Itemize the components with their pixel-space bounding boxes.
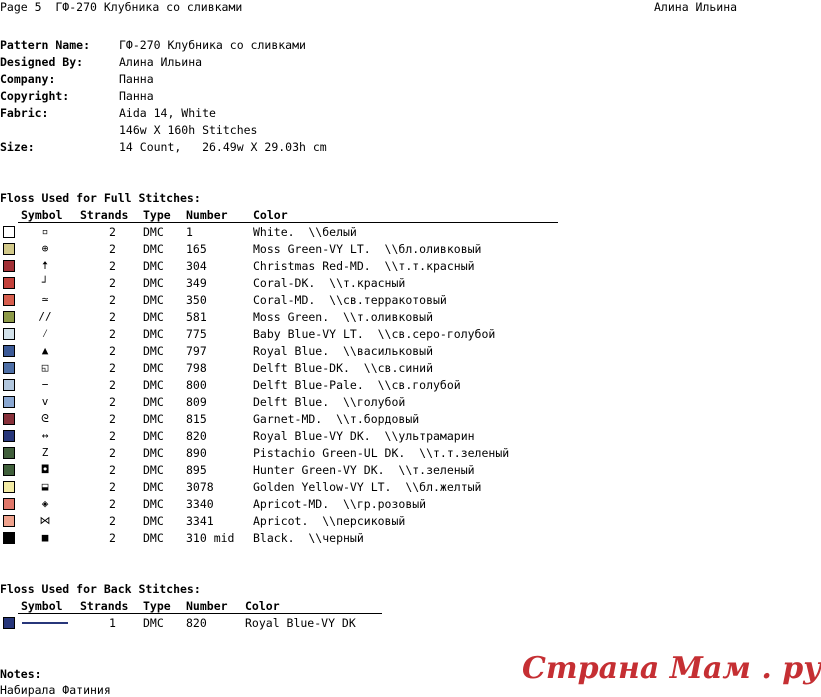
- filled-square-icon: ■: [41, 531, 49, 544]
- hook-icon: ┘: [41, 276, 49, 289]
- row-type: DMC: [143, 616, 164, 630]
- back-header-symbol: Symbol: [21, 599, 63, 613]
- double-slash-icon: //: [38, 310, 52, 323]
- row-color: Royal Blue-VY DK. \\ультрамарин: [253, 429, 475, 443]
- row-number: 581: [186, 310, 207, 324]
- line-icon: [22, 622, 68, 624]
- color-swatch: [3, 362, 15, 374]
- row-number: 895: [186, 463, 207, 477]
- back-stitches-title: Floss Used for Back Stitches:: [0, 582, 201, 596]
- row-strands: 1: [109, 616, 116, 630]
- row-number: 304: [186, 259, 207, 273]
- row-strands: 2: [109, 412, 116, 426]
- color-swatch: [3, 515, 15, 527]
- row-color: Apricot-MD. \\гр.розовый: [253, 497, 427, 511]
- row-number: 349: [186, 276, 207, 290]
- back-header-type: Type: [143, 599, 171, 613]
- row-number: 350: [186, 293, 207, 307]
- page-header-author: Алина Ильина: [654, 0, 738, 14]
- row-strands: 2: [109, 276, 116, 290]
- row-type: DMC: [143, 514, 164, 528]
- row-color: Delft Blue-Pale. \\св.голубой: [253, 378, 461, 392]
- color-swatch: [3, 617, 15, 629]
- row-type: DMC: [143, 259, 164, 273]
- row-color: Baby Blue-VY LT. \\св.серо-голубой: [253, 327, 496, 341]
- row-color: Royal Blue. \\васильковый: [253, 344, 434, 358]
- back-header-number: Number: [186, 599, 228, 613]
- full-header-number: Number: [186, 208, 228, 222]
- row-color: Moss Green. \\т.оливковый: [253, 310, 434, 324]
- color-swatch: [3, 532, 15, 544]
- color-swatch: [3, 243, 15, 255]
- info-label: Fabric:: [0, 106, 49, 120]
- info-value: Алина Ильина: [119, 55, 203, 69]
- info-label: Pattern Name:: [0, 38, 91, 52]
- row-strands: 2: [109, 531, 116, 545]
- info-value: ГФ-270 Клубника со сливками: [119, 38, 306, 52]
- color-swatch: [3, 430, 15, 442]
- row-strands: 2: [109, 395, 116, 409]
- row-color: White. \\белый: [253, 225, 357, 239]
- dash-icon: −: [41, 378, 49, 391]
- notes-text: Набирала Фатиния: [0, 683, 111, 697]
- row-type: DMC: [143, 344, 164, 358]
- color-swatch: [3, 481, 15, 493]
- row-color: Coral-MD. \\св.терракотовый: [253, 293, 447, 307]
- row-strands: 2: [109, 225, 116, 239]
- row-number: 800: [186, 378, 207, 392]
- row-type: DMC: [143, 497, 164, 511]
- square-corner-icon: ◱: [41, 361, 49, 374]
- color-swatch: [3, 260, 15, 272]
- half-square-icon: ⬓: [41, 480, 49, 493]
- row-strands: 2: [109, 378, 116, 392]
- row-strands: 2: [109, 429, 116, 443]
- info-value: 14 Count, 26.49w X 29.03h cm: [119, 140, 327, 154]
- notes-label: Notes:: [0, 667, 42, 681]
- info-label: Size:: [0, 140, 35, 154]
- row-type: DMC: [143, 361, 164, 375]
- row-number: 798: [186, 361, 207, 375]
- circled-plus-icon: ⊕: [41, 242, 49, 255]
- row-strands: 2: [109, 310, 116, 324]
- row-number: 3078: [186, 480, 214, 494]
- row-number: 797: [186, 344, 207, 358]
- row-type: DMC: [143, 480, 164, 494]
- row-color: Coral-DK. \\т.красный: [253, 276, 406, 290]
- info-label: Copyright:: [0, 89, 70, 103]
- color-swatch: [3, 277, 15, 289]
- row-color: Christmas Red-MD. \\т.т.красный: [253, 259, 475, 273]
- row-number: 815: [186, 412, 207, 426]
- row-type: DMC: [143, 412, 164, 426]
- v-mark-icon: v: [41, 395, 49, 408]
- row-number: 3341: [186, 514, 214, 528]
- square-dot-icon: ◘: [41, 463, 49, 476]
- back-header-color: Color: [245, 599, 280, 613]
- color-swatch: [3, 294, 15, 306]
- full-header-type: Type: [143, 208, 171, 222]
- row-color: Garnet-MD. \\т.бордовый: [253, 412, 420, 426]
- z-mark-icon: Z: [41, 446, 49, 459]
- page-header-left: Page 5 ГФ-270 Клубника со сливками: [0, 0, 243, 14]
- row-color: Moss Green-VY LT. \\бл.оливковый: [253, 242, 482, 256]
- row-color: Black. \\черный: [253, 531, 364, 545]
- color-swatch: [3, 328, 15, 340]
- row-strands: 2: [109, 463, 116, 477]
- row-type: DMC: [143, 242, 164, 256]
- full-stitches-title: Floss Used for Full Stitches:: [0, 191, 201, 205]
- row-strands: 2: [109, 514, 116, 528]
- row-strands: 2: [109, 446, 116, 460]
- color-swatch: [3, 226, 15, 238]
- row-number: 820: [186, 429, 207, 443]
- color-swatch: [3, 498, 15, 510]
- row-type: DMC: [143, 429, 164, 443]
- double-arrow-icon: ↔: [41, 429, 49, 442]
- row-type: DMC: [143, 276, 164, 290]
- diamond-dot-icon: ◈: [41, 497, 49, 510]
- arrow-up-icon: 🠅: [41, 259, 49, 272]
- color-swatch: [3, 311, 15, 323]
- color-swatch: [3, 464, 15, 476]
- row-number: 809: [186, 395, 207, 409]
- row-strands: 2: [109, 242, 116, 256]
- row-type: DMC: [143, 310, 164, 324]
- full-header-color: Color: [253, 208, 288, 222]
- row-type: DMC: [143, 225, 164, 239]
- row-color: Hunter Green-VY DK. \\т.зеленый: [253, 463, 475, 477]
- row-number: 775: [186, 327, 207, 341]
- bowtie-icon: ⋈: [39, 514, 51, 527]
- info-value: Панна: [119, 72, 154, 86]
- full-header-symbol: Symbol: [21, 208, 63, 222]
- row-number: 890: [186, 446, 207, 460]
- row-type: DMC: [143, 293, 164, 307]
- row-strands: 2: [109, 344, 116, 358]
- row-color: Delft Blue-DK. \\св.синий: [253, 361, 434, 375]
- slash-icon: ⁄: [41, 327, 49, 340]
- row-color: Royal Blue-VY DK: [245, 616, 356, 630]
- row-number: 3340: [186, 497, 214, 511]
- row-strands: 2: [109, 480, 116, 494]
- row-number: 820: [186, 616, 207, 630]
- row-strands: 2: [109, 293, 116, 307]
- back-header-strands: Strands: [80, 599, 129, 613]
- row-number: 1: [186, 225, 193, 239]
- row-number: 310 mid: [186, 531, 235, 545]
- info-value: Aida 14, White: [119, 106, 216, 120]
- row-color: Delft Blue. \\голубой: [253, 395, 406, 409]
- row-type: DMC: [143, 327, 164, 341]
- row-type: DMC: [143, 395, 164, 409]
- small-square-icon: ▫: [41, 225, 49, 238]
- row-strands: 2: [109, 259, 116, 273]
- back-header-divider: [18, 613, 382, 614]
- row-type: DMC: [143, 378, 164, 392]
- row-strands: 2: [109, 327, 116, 341]
- info-value: Панна: [119, 89, 154, 103]
- triangle-up-icon: ▲: [41, 344, 49, 357]
- color-swatch: [3, 447, 15, 459]
- row-type: DMC: [143, 446, 164, 460]
- color-swatch: [3, 345, 15, 357]
- row-strands: 2: [109, 497, 116, 511]
- row-color: Pistachio Green-UL DK. \\т.т.зеленый: [253, 446, 510, 460]
- full-header-divider: [18, 222, 558, 223]
- color-swatch: [3, 413, 15, 425]
- wave-equal-icon: ≃: [41, 293, 49, 306]
- full-header-strands: Strands: [80, 208, 129, 222]
- color-swatch: [3, 379, 15, 391]
- row-color: Golden Yellow-VY LT. \\бл.желтый: [253, 480, 482, 494]
- row-type: DMC: [143, 531, 164, 545]
- info-label: Company:: [0, 72, 56, 86]
- row-type: DMC: [143, 463, 164, 477]
- watermark-logo: Страна Мам . ру: [522, 651, 821, 686]
- swirl-icon: ᘓ: [41, 412, 49, 425]
- row-strands: 2: [109, 361, 116, 375]
- row-color: Apricot. \\персиковый: [253, 514, 406, 528]
- color-swatch: [3, 396, 15, 408]
- row-number: 165: [186, 242, 207, 256]
- info-value: 146w X 160h Stitches: [119, 123, 258, 137]
- info-label: Designed By:: [0, 55, 84, 69]
